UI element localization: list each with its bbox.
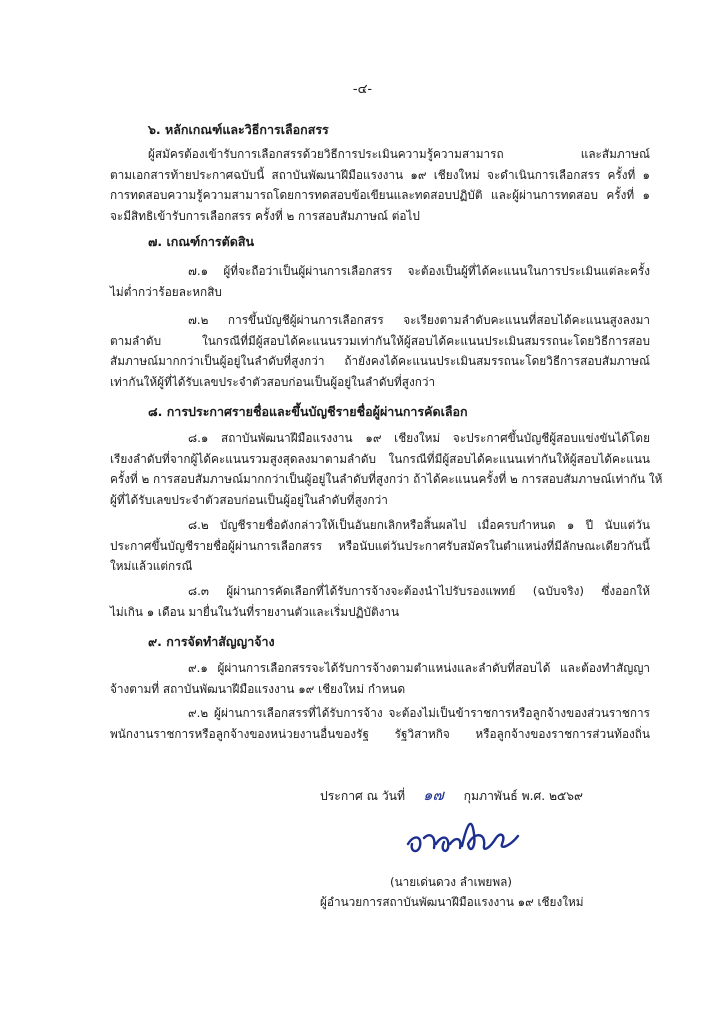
section-7-2-line: ตามลำดับ ในกรณีที่มีผู้สอบได้คะแนนรวมเท่ากันให้ผู้สอบได้คะแนนประเมินสมรรถนะโดยวิธีการสอบ [110, 334, 650, 348]
section-8-3-line: ๘.๓ ผู้ผ่านการคัดเลือกที่ได้รับการจ้างจะต้องนำไปรับรองแพทย์ (ฉบับจริง) ซึ่งออกให้ [188, 584, 650, 598]
announcement-date [320, 783, 583, 807]
section-6-line: ผู้สมัครต้องเข้ารับการเลือกสรรด้วยวิธีการประเมินความรู้ความสามารถ และสัมภาษณ์ [148, 147, 650, 161]
page-number: -๔- [352, 82, 373, 97]
section-6-line: จะมีสิทธิเข้ารับการเลือกสรร ครั้งที่ ๒ การสอบสัมภาษณ์ ต่อไป [110, 209, 420, 223]
section-7-1-line: ไม่ต่ำกว่าร้อยละหกสิบ [110, 285, 222, 299]
section-8-3-line: ไม่เกิน ๑ เดือน มายื่นในวันที่รายงานตัวและเริ่มปฏิบัติงาน [110, 605, 400, 619]
section-9-2-line: ๙.๒ ผู้ผ่านการเลือกสรรที่ได้รับการจ้าง จะต้องไม่เป็นข้าราชการหรือลูกจ้างของส่วนราชการ [188, 706, 650, 720]
announcement-prefix: ประกาศ ณ วันที่ [320, 789, 406, 803]
section-8-2-line: ใหม่แล้วแต่กรณี [110, 559, 193, 573]
section-6-line: การทดสอบความรู้ความสามารถโดยการทดสอบข้อเขียนและทดสอบปฏิบัติ และผู้ผ่านการทดสอบ ครั้งที่ ๑ [110, 188, 650, 202]
section-8-1-line: ผู้ที่ได้รับเลขประจำตัวสอบก่อนเป็นผู้อยู่ในลำดับที่สูงกว่า [110, 493, 388, 507]
handwritten-signature [400, 814, 530, 864]
section-6-heading: ๖. หลักเกณฑ์และวิธีการเลือกสรร [148, 122, 329, 137]
section-7-2-line: เท่ากันให้ผู้ที่ได้รับเลขประจำตัวสอบก่อนเป็นผู้อยู่ในลำดับที่สูงกว่า [110, 375, 436, 389]
section-9-1-line: ๙.๑ ผู้ผ่านการเลือกสรรจะได้รับการจ้างตามตำแหน่งและลำดับที่สอบได้ และต้องทำสัญญา [188, 661, 650, 675]
section-7-2-line: สัมภาษณ์มากกว่าเป็นผู้อยู่ในลำดับที่สูงกว่า ถ้ายังคงได้คะแนนประเมินสมรรถนะโดยวิธีการสอบสัมภาษณ์ [110, 354, 650, 368]
announcement-day: ๑๗ [422, 786, 444, 804]
section-8-1-line: เรียงลำดับที่จากผู้ได้คะแนนรวมสูงสุดลงมาตามลำดับ ในกรณีที่มีผู้สอบได้คะแนนเท่ากันให้ผู้สอบได้คะแนน [110, 452, 650, 466]
section-6-line: ตามเอกสารท้ายประกาศฉบับนี้ สถาบันพัฒนาฝีมือแรงงาน ๑๙ เชียงใหม่ จะดำเนินการเลือกสรร ครั้งที่ ๑ [110, 168, 650, 182]
section-8-2-line: ๘.๒ บัญชีรายชื่อดังกล่าวให้เป็นอันยกเลิกหรือสิ้นผลไป เมื่อครบกำหนด ๑ ปี นับแต่วัน [188, 518, 650, 532]
announcement-month-year: กุมภาพันธ์ พ.ศ. ๒๕๖๙ [463, 789, 583, 803]
section-9-2-line: พนักงานราชการหรือลูกจ้างของหน่วยงานอื่นของรัฐ รัฐวิสาหกิจ หรือลูกจ้างของราชการส่วนท้องถิ่น [110, 727, 650, 741]
section-9-heading: ๙. การจัดทำสัญญาจ้าง [148, 634, 275, 649]
signer-name: (นายเด่นดวง ลำเพยพล) [390, 875, 512, 889]
section-7-heading: ๗. เกณฑ์การตัดสิน [148, 234, 255, 249]
section-7-1-line: ๗.๑ ผู้ที่จะถือว่าเป็นผู้ผ่านการเลือกสรร จะต้องเป็นผู้ที่ได้คะแนนในการประเมินแต่ละครั้ง [188, 264, 650, 278]
section-8-2-line: ประกาศขึ้นบัญชีรายชื่อผู้ผ่านการเลือกสรร หรือนับแต่วันประกาศรับสมัครในตำแหน่งที่มีลักษณะเดียวกันนี้ [110, 539, 650, 553]
signer-title: ผู้อำนวยการสถาบันพัฒนาฝีมือแรงงาน ๑๙ เชียงใหม่ [320, 895, 584, 909]
section-7-2-line: ๗.๒ การขึ้นบัญชีผู้ผ่านการเลือกสรร จะเรียงตามลำดับคะแนนที่สอบได้คะแนนสูงลงมา [188, 313, 650, 327]
section-8-1-line: ครั้งที่ ๒ การสอบสัมภาษณ์มากกว่าเป็นผู้อยู่ในลำดับที่สูงกว่า ถ้าได้คะแนนครั้งที่ ๒ การสอบสัมภาษณ์เท่ากัน ให้ [110, 472, 663, 486]
section-8-heading: ๘. การประกาศรายชื่อและขึ้นบัญชีรายชื่อผู้ผ่านการคัดเลือก [148, 404, 468, 419]
section-9-1-line: จ้างตามที่ สถาบันพัฒนาฝีมือแรงงาน ๑๙ เชียงใหม่ กำหนด [110, 682, 406, 696]
section-8-1-line: ๘.๑ สถาบันพัฒนาฝีมือแรงงาน ๑๙ เชียงใหม่ จะประกาศขึ้นบัญชีผู้สอบแข่งขันได้โดย [188, 431, 650, 445]
